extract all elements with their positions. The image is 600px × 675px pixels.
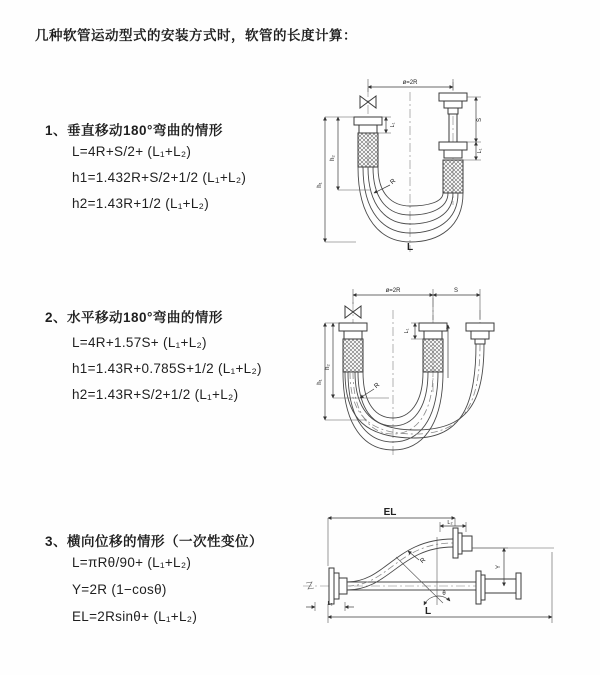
dim-label-el: EL [383, 507, 397, 518]
dimension-top-2r [353, 288, 480, 320]
dimension-s-right [463, 97, 483, 160]
dimension-h1 [317, 117, 356, 242]
section-3-formula-L: L=πRθ/90+ (L₁+L₂) [72, 555, 192, 570]
radius-label: R [418, 556, 428, 566]
upper-flange-fitting [453, 528, 508, 558]
radius-label: R [372, 381, 382, 391]
dim-label-l1: L₁ [390, 122, 396, 128]
dim-label-s: S [477, 117, 483, 123]
dim-label-h2: h₂ [325, 364, 331, 370]
section-3-formula-EL: EL=2Rsinθ+ (L₁+L₂) [72, 609, 198, 624]
radius-callout [360, 381, 381, 398]
theta-label: θ [442, 591, 446, 597]
dim-label-2r: ø=2R [402, 80, 418, 86]
braid-section [423, 339, 443, 372]
left-flange-fitting [329, 568, 347, 604]
section-1-formula-h1: h1=1.432R+S/2+1/2 (L₁+L₂) [72, 170, 247, 185]
braid-section [358, 133, 378, 167]
section-2-formula-h2: h2=1.43R+S/2+1/2 (L₁+L₂) [72, 387, 239, 402]
right-pipe-fitting [439, 93, 467, 193]
dim-label-2r: ø=2R [385, 288, 401, 294]
section-2-formula-h1: h1=1.43R+0.785S+1/2 (L₁+L₂) [72, 361, 262, 376]
dim-label-s: S [453, 288, 459, 294]
dimension-top-2r [368, 79, 453, 92]
diagram-lateral-displacement [298, 502, 598, 650]
section-2-heading: 2、水平移动180°弯曲的情形 [45, 310, 223, 325]
dim-label-h2: h₂ [330, 155, 336, 161]
left-pipe-fitting [354, 117, 382, 167]
dim-label-l: L [424, 606, 432, 617]
section-1-formula-L: L=4R+S/2+ (L₁+L₂) [72, 144, 192, 159]
middle-pipe-fitting [419, 323, 447, 372]
radius-label: R [388, 177, 398, 187]
section-1-formula-h2: h2=1.43R+1/2 (L₁+L₂) [72, 196, 210, 211]
section-2-formula-L: L=4R+1.57S+ (L₁+L₂) [72, 335, 207, 350]
braid-section [343, 339, 363, 372]
centerlines [368, 82, 453, 252]
diagram-vertical-180-bend [310, 70, 590, 260]
moved-pipe-fitting [466, 323, 494, 344]
left-pipe-fitting [339, 323, 367, 372]
section-1-heading: 1、垂直移动180°弯曲的情形 [45, 123, 223, 138]
radius-callout [374, 177, 397, 193]
section-3-formula-Y: Y=2R (1−cosθ) [72, 582, 167, 597]
dim-label-h1: h₁ [317, 182, 323, 188]
section-3-heading: 3、横向位移的情形（一次性变位） [45, 534, 264, 549]
right-flange-fitting [476, 571, 521, 604]
dim-label-l1: L₁ [404, 328, 410, 334]
dim-label-l1-right: L₁ [477, 148, 483, 154]
dim-label-y: Y [496, 564, 502, 570]
dim-label-l1: L₁ [327, 601, 333, 607]
dim-label-l2: L₂ [447, 520, 453, 526]
page-title: 几种软管运动型式的安装方式时，软管的长度计算： [35, 28, 357, 43]
break-symbol [306, 582, 314, 589]
hose-loop-moved [345, 344, 484, 438]
dimension-l1 [306, 601, 354, 611]
length-label: L [406, 242, 414, 253]
radius-callout [408, 551, 427, 565]
dim-label-h1: h₁ [317, 379, 323, 385]
braid-section [443, 160, 463, 193]
dimension-el [328, 507, 455, 566]
diagram-horizontal-180-bend [315, 282, 600, 467]
angle-construction [396, 537, 450, 605]
